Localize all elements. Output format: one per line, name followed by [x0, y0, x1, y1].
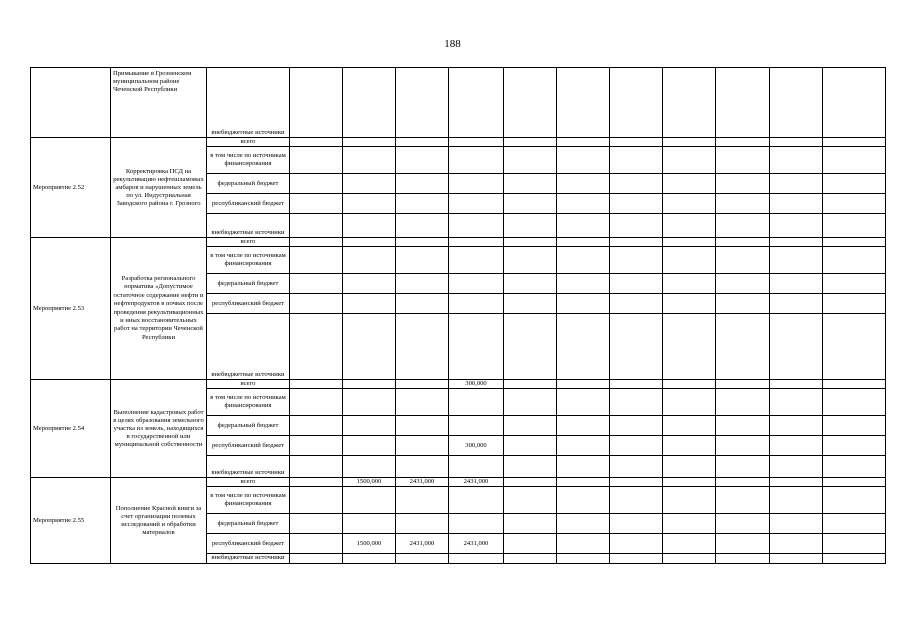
value-cell: [557, 534, 610, 554]
value-cell: [716, 514, 770, 534]
value-cell: [770, 194, 823, 214]
value-cell: [770, 487, 823, 514]
value-cell: [290, 174, 343, 194]
value-cell: [663, 214, 716, 238]
value-cell: [290, 487, 343, 514]
value-cell: [770, 534, 823, 554]
table-row: [31, 138, 886, 147]
value-cell: [504, 456, 557, 478]
value-cell: [663, 68, 716, 138]
value-cell: [610, 294, 663, 314]
value-cell: [823, 138, 886, 147]
value-cell: [343, 147, 396, 174]
value-cell: [290, 294, 343, 314]
value-cell: [557, 214, 610, 238]
value-cell: [504, 68, 557, 138]
value-cell: [610, 138, 663, 147]
activity-label-cell: [31, 68, 111, 138]
value-cell: [610, 534, 663, 554]
value-cell: [663, 389, 716, 416]
value-cell: [557, 514, 610, 534]
value-cell: [610, 274, 663, 294]
value-cell: [290, 138, 343, 147]
value-cell: [557, 147, 610, 174]
value-cell: [663, 314, 716, 380]
value-cell: [504, 214, 557, 238]
value-cell: [449, 214, 504, 238]
source-cell: в том числе по источникам финансирования: [207, 247, 290, 274]
value-cell: [504, 436, 557, 456]
value-cell: [343, 274, 396, 294]
value-cell: [557, 247, 610, 274]
value-cell: [396, 554, 449, 564]
value-cell: 300,000: [449, 436, 504, 456]
value-cell: [663, 436, 716, 456]
value-cell: [343, 214, 396, 238]
table-row: [31, 238, 886, 247]
value-cell: [290, 389, 343, 416]
table-row: [31, 478, 886, 487]
value-cell: [290, 478, 343, 487]
value-cell: [396, 380, 449, 389]
value-cell: [770, 478, 823, 487]
value-cell: [823, 389, 886, 416]
value-cell: [770, 138, 823, 147]
value-cell: [823, 294, 886, 314]
value-cell: [449, 314, 504, 380]
activity-name-cell: Корректировка ПСД на рекультивацию нефтешламовых амбаров и нарушенных земель по ул. Индустриальная Заводского района г. Грозного: [111, 138, 207, 238]
value-cell: [823, 68, 886, 138]
value-cell: [663, 274, 716, 294]
value-cell: [716, 487, 770, 514]
value-cell: [343, 436, 396, 456]
value-cell: 300,000: [449, 380, 504, 389]
value-cell: [610, 147, 663, 174]
value-cell: [716, 214, 770, 238]
value-cell: [343, 380, 396, 389]
value-cell: [770, 314, 823, 380]
value-cell: [396, 294, 449, 314]
value-cell: [504, 247, 557, 274]
value-cell: [504, 416, 557, 436]
value-cell: [610, 436, 663, 456]
table-row: [31, 68, 886, 138]
value-cell: [770, 238, 823, 247]
value-cell: [343, 416, 396, 436]
value-cell: [610, 214, 663, 238]
value-cell: [663, 456, 716, 478]
source-cell: республиканский бюджет: [207, 294, 290, 314]
value-cell: [396, 487, 449, 514]
value-cell: [290, 436, 343, 456]
value-cell: [343, 389, 396, 416]
source-cell: в том числе по источникам финансирования: [207, 389, 290, 416]
table-row: [31, 380, 886, 389]
source-cell: всего: [207, 138, 290, 147]
value-cell: [504, 487, 557, 514]
value-cell: [449, 514, 504, 534]
value-cell: [716, 314, 770, 380]
value-cell: [823, 416, 886, 436]
source-cell: в том числе по источникам финансирования: [207, 147, 290, 174]
value-cell: [396, 416, 449, 436]
value-cell: [663, 487, 716, 514]
value-cell: [504, 274, 557, 294]
value-cell: [770, 380, 823, 389]
activity-name-cell: Пополнение Красной книги за счет организации полевых исследований и обработки материалов: [111, 478, 207, 564]
value-cell: [396, 238, 449, 247]
value-cell: [716, 456, 770, 478]
activity-name-cell: Примыкание в Грозненском муниципальном районе Чеченской Республики: [111, 68, 207, 138]
value-cell: [610, 68, 663, 138]
value-cell: [449, 238, 504, 247]
value-cell: 2431,000: [449, 534, 504, 554]
value-cell: [343, 514, 396, 534]
value-cell: [449, 147, 504, 174]
source-cell: республиканский бюджет: [207, 194, 290, 214]
value-cell: [343, 194, 396, 214]
value-cell: [716, 436, 770, 456]
value-cell: [770, 456, 823, 478]
value-cell: [343, 68, 396, 138]
value-cell: [770, 436, 823, 456]
value-cell: [770, 416, 823, 436]
value-cell: [716, 554, 770, 564]
value-cell: [663, 478, 716, 487]
source-cell: внебюджетные источники: [207, 554, 290, 564]
source-cell: федеральный бюджет: [207, 174, 290, 194]
value-cell: [449, 247, 504, 274]
value-cell: [610, 238, 663, 247]
value-cell: [610, 174, 663, 194]
source-cell: внебюджетные источники: [207, 456, 290, 478]
value-cell: 1500,000: [343, 534, 396, 554]
value-cell: [290, 314, 343, 380]
value-cell: [557, 68, 610, 138]
value-cell: [716, 238, 770, 247]
activity-name-cell: Разработка регионального норматива «Допустимое остаточное содержание нефти и нефтепродуктов в почвах после проведения рекультивационных и иных восстановительных работ на территории Чеченской Республики: [111, 238, 207, 380]
value-cell: [823, 478, 886, 487]
value-cell: [396, 247, 449, 274]
value-cell: [663, 138, 716, 147]
value-cell: [343, 138, 396, 147]
value-cell: [610, 194, 663, 214]
value-cell: [343, 554, 396, 564]
value-cell: [823, 194, 886, 214]
value-cell: [716, 389, 770, 416]
value-cell: [449, 274, 504, 294]
value-cell: [770, 294, 823, 314]
value-cell: [557, 487, 610, 514]
source-cell: внебюджетные источники: [207, 68, 290, 138]
value-cell: [557, 294, 610, 314]
value-cell: [823, 147, 886, 174]
value-cell: [663, 194, 716, 214]
value-cell: [610, 314, 663, 380]
value-cell: [610, 389, 663, 416]
value-cell: [396, 174, 449, 194]
value-cell: [449, 174, 504, 194]
value-cell: [396, 456, 449, 478]
activity-label-cell: Мероприятие 2.54: [31, 380, 111, 478]
value-cell: [823, 380, 886, 389]
value-cell: [716, 478, 770, 487]
value-cell: [557, 238, 610, 247]
value-cell: [770, 554, 823, 564]
value-cell: [396, 194, 449, 214]
value-cell: [823, 314, 886, 380]
value-cell: [557, 436, 610, 456]
value-cell: [449, 294, 504, 314]
value-cell: [716, 534, 770, 554]
value-cell: [557, 194, 610, 214]
value-cell: [716, 194, 770, 214]
value-cell: [504, 194, 557, 214]
value-cell: [504, 380, 557, 389]
value-cell: [396, 514, 449, 534]
value-cell: [396, 214, 449, 238]
value-cell: [716, 274, 770, 294]
value-cell: [610, 416, 663, 436]
source-cell: всего: [207, 478, 290, 487]
value-cell: [396, 68, 449, 138]
source-cell: внебюджетные источники: [207, 214, 290, 238]
value-cell: [557, 389, 610, 416]
value-cell: [610, 380, 663, 389]
value-cell: 2431,000: [396, 478, 449, 487]
value-cell: [716, 174, 770, 194]
value-cell: [504, 478, 557, 487]
value-cell: [290, 194, 343, 214]
value-cell: [716, 68, 770, 138]
value-cell: [823, 514, 886, 534]
value-cell: [396, 147, 449, 174]
value-cell: [557, 380, 610, 389]
value-cell: [823, 274, 886, 294]
value-cell: [823, 534, 886, 554]
value-cell: [770, 514, 823, 534]
value-cell: [663, 174, 716, 194]
value-cell: [823, 456, 886, 478]
value-cell: [504, 389, 557, 416]
value-cell: [663, 294, 716, 314]
value-cell: 2431,000: [396, 534, 449, 554]
value-cell: [449, 68, 504, 138]
source-cell: федеральный бюджет: [207, 274, 290, 294]
value-cell: [557, 554, 610, 564]
value-cell: [663, 514, 716, 534]
value-cell: [557, 174, 610, 194]
source-cell: всего: [207, 238, 290, 247]
activity-name-cell: Выполнение кадастровых работ в целях образования земельного участка из земель, находящихся в государственной или муниципальной собственности: [111, 380, 207, 478]
value-cell: [290, 514, 343, 534]
source-cell: в том числе по источникам финансирования: [207, 487, 290, 514]
value-cell: [716, 138, 770, 147]
value-cell: [770, 147, 823, 174]
value-cell: 2431,000: [449, 478, 504, 487]
value-cell: [343, 487, 396, 514]
value-cell: [610, 478, 663, 487]
value-cell: [290, 238, 343, 247]
activity-label-cell: Мероприятие 2.53: [31, 238, 111, 380]
value-cell: [770, 389, 823, 416]
value-cell: [716, 247, 770, 274]
value-cell: [823, 238, 886, 247]
value-cell: [343, 294, 396, 314]
value-cell: [610, 554, 663, 564]
value-cell: [290, 147, 343, 174]
value-cell: [504, 147, 557, 174]
value-cell: [716, 416, 770, 436]
value-cell: [770, 247, 823, 274]
value-cell: [290, 416, 343, 436]
value-cell: [396, 314, 449, 380]
value-cell: [290, 554, 343, 564]
source-cell: всего: [207, 380, 290, 389]
value-cell: [610, 514, 663, 534]
value-cell: [504, 554, 557, 564]
value-cell: [716, 147, 770, 174]
value-cell: [557, 314, 610, 380]
value-cell: [557, 416, 610, 436]
value-cell: [663, 380, 716, 389]
source-cell: внебюджетные источники: [207, 314, 290, 380]
value-cell: [823, 247, 886, 274]
value-cell: [663, 416, 716, 436]
value-cell: [823, 436, 886, 456]
value-cell: [396, 436, 449, 456]
value-cell: [823, 174, 886, 194]
value-cell: [343, 247, 396, 274]
value-cell: [449, 554, 504, 564]
value-cell: [770, 214, 823, 238]
value-cell: [663, 534, 716, 554]
value-cell: [396, 389, 449, 416]
value-cell: [504, 238, 557, 247]
value-cell: [504, 314, 557, 380]
value-cell: [504, 514, 557, 534]
value-cell: [823, 554, 886, 564]
value-cell: [449, 487, 504, 514]
value-cell: [770, 274, 823, 294]
value-cell: [290, 214, 343, 238]
value-cell: [557, 456, 610, 478]
value-cell: [663, 247, 716, 274]
value-cell: [504, 174, 557, 194]
value-cell: [290, 380, 343, 389]
value-cell: [610, 247, 663, 274]
value-cell: [610, 487, 663, 514]
value-cell: [343, 174, 396, 194]
value-cell: [663, 147, 716, 174]
value-cell: [449, 416, 504, 436]
value-cell: [770, 68, 823, 138]
page-number: 188: [444, 38, 461, 50]
value-cell: [663, 238, 716, 247]
value-cell: [610, 456, 663, 478]
value-cell: [716, 380, 770, 389]
value-cell: [290, 68, 343, 138]
value-cell: [449, 389, 504, 416]
value-cell: [449, 138, 504, 147]
value-cell: [290, 456, 343, 478]
value-cell: [823, 214, 886, 238]
value-cell: [557, 274, 610, 294]
value-cell: [396, 274, 449, 294]
source-cell: федеральный бюджет: [207, 514, 290, 534]
value-cell: [343, 238, 396, 247]
budget-table: [30, 67, 886, 564]
value-cell: [716, 294, 770, 314]
value-cell: [504, 294, 557, 314]
source-cell: федеральный бюджет: [207, 416, 290, 436]
value-cell: [396, 138, 449, 147]
activity-label-cell: Мероприятие 2.52: [31, 138, 111, 238]
value-cell: [557, 478, 610, 487]
source-cell: республиканский бюджет: [207, 534, 290, 554]
value-cell: [449, 194, 504, 214]
value-cell: [557, 138, 610, 147]
value-cell: [823, 487, 886, 514]
value-cell: [343, 314, 396, 380]
source-cell: республиканский бюджет: [207, 436, 290, 456]
value-cell: [343, 456, 396, 478]
value-cell: [504, 534, 557, 554]
value-cell: [290, 274, 343, 294]
value-cell: [290, 534, 343, 554]
value-cell: [504, 138, 557, 147]
value-cell: [770, 174, 823, 194]
value-cell: [290, 247, 343, 274]
value-cell: [449, 456, 504, 478]
activity-label-cell: Мероприятие 2.55: [31, 478, 111, 564]
value-cell: [663, 554, 716, 564]
value-cell: 1500,000: [343, 478, 396, 487]
